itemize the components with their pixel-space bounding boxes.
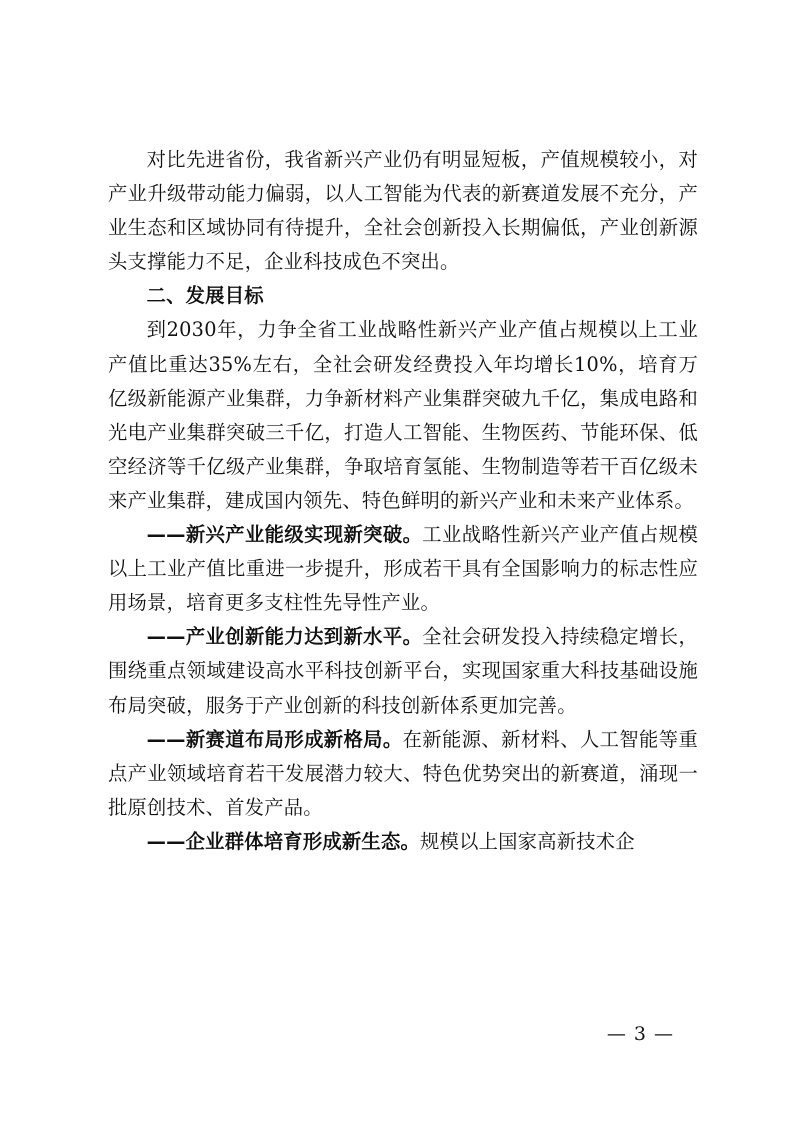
goal-text: 规模以上国家高新技术企	[420, 829, 635, 853]
goal-new-tracks	[108, 723, 698, 825]
goal-title: ——新兴产业能级实现新突破。	[146, 523, 423, 547]
goal-text: 全社会研发投入持续稳定增长，围绕重点领域建设高水平科技创新平台，实现国家重大科技基础设施布局突破，服务于产业创新的科技创新体系更加完善。	[108, 625, 698, 717]
goal-innovation-capacity	[108, 620, 698, 722]
goal-title: ——企业群体培育形成新生态。	[146, 829, 421, 853]
goal-enterprise-ecosystem	[108, 825, 698, 859]
section-heading-development-goals: 二、发展目标	[146, 284, 264, 308]
goal-title: ——新赛道布局形成新格局。	[146, 727, 403, 751]
goal-text: 工业战略性新兴产业产值占规模以上工业产值比重进一步提升，形成若干具有全国影响力的标志性应用场景，培育更多支柱性先导性产业。	[108, 523, 698, 615]
paragraph-2030-targets: 到2030年，力争全省工业战略性新兴产业产值占规模以上工业产值比重达35%左右，全社会研发经费投入年均增长10%，培育万亿级新能源产业集群，力争新材料产业集群突破九千亿，集成电路和光电产业集群突破三千亿，打造人工智能、生物医药、节能环保、低空经济等千亿级产业集群，争取培育氢能、生物制造等若干百亿级未来产业集群，建成国内领先、特色鲜明的新兴产业和未来产业体系。	[108, 318, 698, 512]
goal-title: ——产业创新能力达到新水平。	[146, 625, 423, 649]
page-number: — 3 —	[606, 1023, 674, 1045]
goal-emerging-industry	[108, 518, 698, 620]
paragraph-current-shortcomings: 对比先进省份，我省新兴产业仍有明显短板，产值规模较小，对产业升级带动能力偏弱，以人工智能为代表的新赛道发展不充分，产业生态和区域协同有待提升，全社会创新投入长期偏低，产业创新源头支撑能力不足，企业科技成色不突出。	[108, 148, 698, 274]
goal-text: 在新能源、新材料、人工智能等重点产业领域培育若干发展潜力较大、特色优势突出的新赛道，涌现一批原创技术、首发产品。	[108, 727, 699, 819]
